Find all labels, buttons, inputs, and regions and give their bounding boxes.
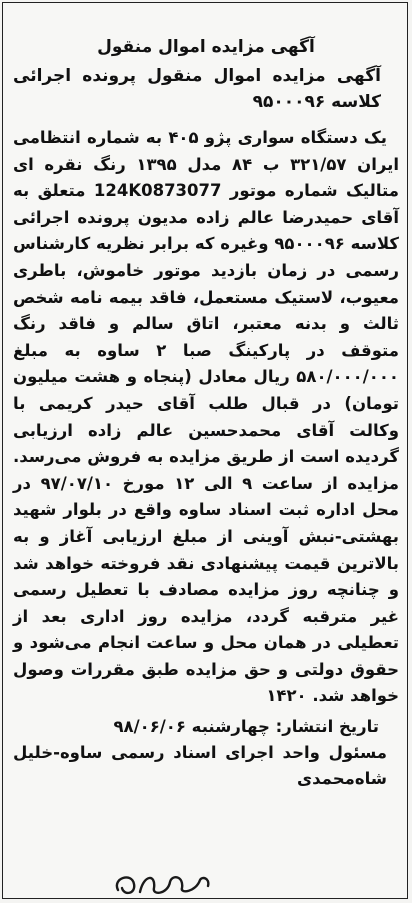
auction-notice	[3, 33, 407, 792]
notice-body: یک دستگاه سواری پژو ۴۰۵ به شماره انتظامی ایران ۳۲۱/۵۷ ب ۸۴ مدل ۱۳۹۵ رنگ نقره ای متالیک شماره موتور 124K0873077 متعلق به آقای حمیدرضا عالم زاده مدیون پرونده اجرائی کلاسه ۹۵۰۰۰۹۶ وغیره که برابر نظریه کارشناس رسمی در زمان بازدید موتور خاموش، باطری معیوب، لاستیک مستعمل، فاقد بیمه نامه شخص ثالث و بدنه معتبر، اتاق سالم و فاقد رنگ متوقف در پارکینگ صبا ۲ ساوه به مبلغ ۵۸۰/۰۰۰/۰۰۰ ریال معادل (پنجاه و هشت میلیون تومان) در قبال طلب آقای حیدر کریمی با وکالت آقای محمدحسین عالم زاده ارزیابی گردیده است از طریق مزایده به فروش می‌رسد. مزایده از ساعت ۹ الی ۱۲ مورخ ۹۷/۰۷/۱۰ در محل اداره ثبت اسناد ساوه واقع در بلوار شهید بهشتی-نبش آوینی از مبلغ ارزیابی آغاز و به بالاترین قیمت پیشنهادی نقد فروخته خواهد شد و چنانچه روز مزایده مصادف با تعطیل رسمی غیر مترقبه گردد، مزایده روز اداری بعد از تعطیلی در همان محل و ساعت انجام می‌شود و حقوق دولتی و حق مزایده طبق مقررات وصول خواهد شد. ۱۴۲۰	[13, 128, 399, 706]
publication-date: تاریخ انتشار: چهارشنبه ۹۸/۰۶/۰۶	[113, 717, 379, 737]
notice-title: آگهی مزایده اموال منقول	[97, 37, 315, 57]
notice-frame	[2, 2, 408, 899]
handwritten-signature	[110, 868, 220, 898]
signatory-line: مسئول واحد اجرای اسناد رسمی ساوه-خلیل شاه‌محمدی	[13, 743, 387, 789]
notice-subtitle: آگهی مزایده اموال منقول پرونده اجرائی کلاسه ۹۵۰۰۰۹۶	[13, 66, 381, 112]
